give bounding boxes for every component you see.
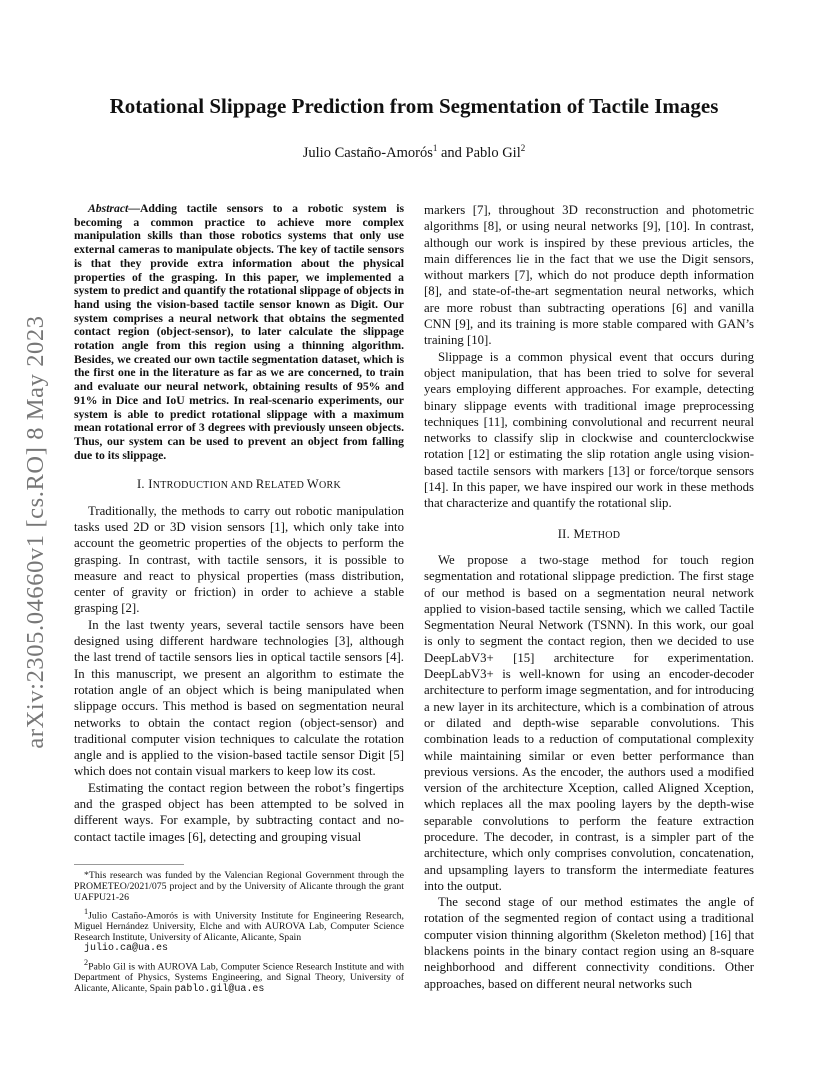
abstract-label: Abstract — [88, 202, 129, 215]
author-name: Julio Castaño-Amorós — [302, 144, 433, 161]
arxiv-sidebar — [16, 283, 56, 781]
left-column — [74, 202, 404, 845]
author-conjunction: and — [437, 144, 466, 161]
section-heading-introduction: I. INTRODUCTION AND RELATED WORK — [136, 477, 342, 492]
paragraph: markers [7], throughout 3D reconstruction and photometric algorithms [8], or using neural networks [9], [10]. In contrast, although our work is inspired by these previous articles, the main differences lie in the fact that we use the Digit sensors, without markers [7], which do not produce depth information [8], and state-of-the-art segmentation neural networks, which are more robust than subtracting operations [6] and vanilla CNN [9], and its training is more stable compared with GAN’s training [10]. — [424, 203, 754, 348]
author-list — [60, 143, 768, 162]
affiliation-mark: 2 — [520, 143, 526, 153]
paragraph: We propose a two-stage method for touch region segmentation and rotational slippage prediction. The first stage of our method is based on a segmentation neural network applied to vision-based tactile sensing, which we called Tactile Segmentation Neural Network (TSNN). In this work, our goal is only to segment the contact region, then we decided to use DeepLabV3+ [15] architecture for experimentation. DeepLabV3+ is well-known for using an encoder-decoder architecture to perform image segmentation, and for introducing a new layer in its architecture, which is a combination of atrous or dilated and depth-wise separable convolutions. This combination leads to a reduction of computational complexity while maintaining similar or even better performance than previous versions. As the encoder, the authors used a modified version of the architecture Xception, called Aligned Xception, which replaces all the max pooling layers by the depth-wise separable convolutions to perform the feature extraction procedure. The decoder, in contrast, is a simpler part of the architecture, which only comprises convolution, concatenation, and upsampling layers to transform the intermediate features into the output. — [424, 552, 754, 893]
abstract-dash: — — [128, 202, 140, 215]
footnote-divider — [74, 864, 184, 865]
affiliation-footnote: $^1$Julio Castaño-Amorós is with University Institute for Engineering Research, Miguel Hernández University, Elche and with AUROVA Lab, Computer Science Research Institute, University of Alicante, Alicante, Spain julio.ca@ua.es — [74, 906, 404, 955]
author-name: Pablo Gil — [465, 144, 521, 161]
affiliation-mark: 1 — [432, 143, 438, 153]
abstract-text: Adding tactile sensors to a robotic system is becoming a common practice to achieve more complex manipulation skills than those robotics systems that only use external cameras to manipulate objects. The key of tactile sensors is that they provide extra information about the physical properties of the grasping. In this paper, we implemented a system to predict and quantify the rotational slippage of objects in hand using the vision-based tactile sensor known as Digit. Our system comprises a neural network that obtains the segmented contact region (object-sensor), to later calculate the slippage rotation angle from this region using a thinning algorithm. Besides, we created our own tactile segmentation dataset, which is the first one in the literature as far as we are concerned, to train and evaluate our neural network, obtaining results of 95% and 91% in Dice and IoU metrics. In real-scenario experiments, our system is able to predict rotational slippage with a maximum mean rotational error of 3 degrees with previously unseen objects. Thus, our system can be used to prevent an object from falling due to its slippage. — [74, 202, 404, 462]
abstract — [74, 202, 404, 462]
footnotes — [74, 870, 404, 998]
right-column — [424, 202, 754, 992]
paragraph: The second stage of our method estimates the angle of rotation of the segmented region of contact using a traditional computer vision thinning algorithm (Skeleton method) [16] that blackens points in the binary contact region using an 8-square neighborhood and different connectivity conditions. Other approaches, based on different neural networks such — [424, 895, 754, 991]
paragraph: Estimating the contact region between the robot’s fingertips and the grasped object has been attempted to be solved in different ways. For example, by subtracting contact and no-contact tactile images [6], detecting and grouping visual — [74, 780, 404, 844]
paper-title: Rotational Slippage Prediction from Segmentation of Tactile Images — [109, 94, 719, 118]
paragraph: Traditionally, the methods to carry out robotic manipulation tasks used 2D or 3D vision sensors [1], which only take into account the geometric properties of the objects to perform the grasping. In contrast, with tactile sensors, it is possible to measure and react to physical properties (mass distribution, center of gravity or friction) in order to achieve a stable grasping [2]. — [74, 503, 404, 616]
email: pablo.gil@ua.es — [174, 984, 265, 996]
section-heading-method: II. METHOD — [557, 526, 621, 541]
paragraph: In the last twenty years, several tactile sensors have been designed using different hardware technologies [3], although the last trend of tactile sensors lies in optical tactile sensors [4]. In this manuscript, we present an algorithm to estimate the rotation angle of an object which is being manipulated when slippage occurs. This method is based on segmentation neural networks to obtain the contact region (object-sensor) and traditional computer vision techniques to calculate the rotation angle and is applied to the vision-based tactile sensor Digit [5] which does not contain visual markers to keep low its cost. — [74, 617, 404, 779]
paragraph: Slippage is a common physical event that occurs during object manipulation, that has been tried to solve for several years employing different approaches. For example, detecting binary slippage events with traditional image preprocessing techniques [11], combining convolutional and recurrent neural networks to classify slip in clockwise and counterclockwise rotation [12] or estimating the slip rotation angle using vision-based tactile sensors with markers [13] or force/torque sensors [14]. In this paper, we have inspired our work in these methods that characterize and quantify the rotational slip. — [424, 349, 754, 511]
arxiv-identifier: arXiv:2305.04660v1 [cs.RO] 8 May 2023 — [22, 315, 49, 749]
email: julio.ca@ua.es — [84, 943, 169, 955]
affiliation-footnote: $^2$Pablo Gil is with AUROVA Lab, Computer Science Research Institute and with Department of Physics, Systems Engineering, and Signal Theory, University of Alicante, Alicante, Spain pablo.gil@ua.es — [74, 957, 404, 996]
funding-footnote: *This research was funded by the Valencian Regional Government through the PROMETEO/2021/075 project and by the University of Alicante through the grant UAFPU21-26 — [74, 870, 404, 904]
